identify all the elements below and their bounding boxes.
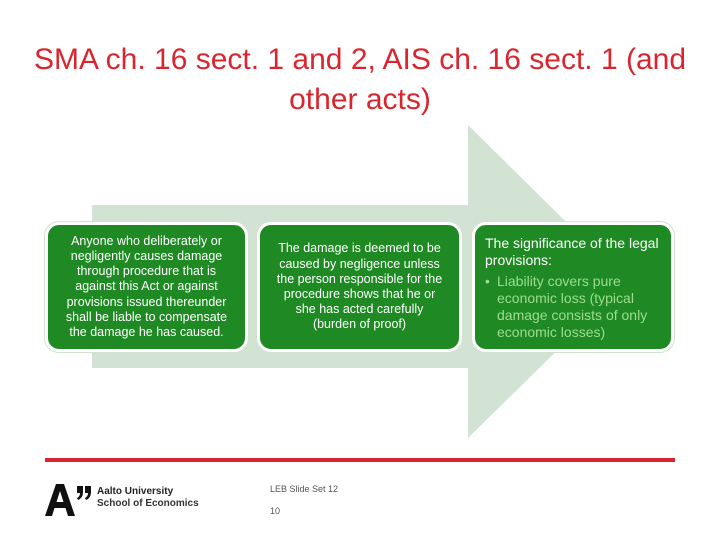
process-box-negligence: [257, 222, 462, 352]
page-number: 10: [270, 506, 281, 516]
bullet-list: [485, 273, 661, 341]
bullet-icon: •: [485, 273, 490, 289]
list-item: [485, 273, 661, 341]
aalto-a-logo-icon: [45, 484, 93, 516]
logo-wordmark: [97, 486, 199, 510]
box-intro: The significance of the legal provisions:: [485, 235, 659, 268]
footer-course-label: LEB Slide Set 12: [270, 484, 339, 494]
logo-line-university: Aalto University: [97, 486, 174, 497]
slide-title: SMA ch. 16 sect. 1 and 2, AIS ch. 16 sect. 1 (and other acts): [33, 43, 687, 116]
aalto-logo: [45, 484, 205, 516]
footer-divider: [45, 458, 675, 462]
box-text: The damage is deemed to be caused by negligence unless the person responsible for the procedure shows that he or she has acted carefully (burden of proof): [276, 241, 443, 332]
process-box-significance: [472, 222, 674, 352]
process-box-liability: [45, 222, 248, 352]
bullet-text: Liability covers pure economic loss (typical damage consists of only economic losses): [497, 273, 648, 340]
logo-line-school: School of Economics: [97, 498, 199, 509]
box-text: Anyone who deliberately or negligently causes damage through procedure that is against this Act or against provisions issued thereunder shall be liable to compensate the damage he has caused.: [65, 233, 228, 340]
